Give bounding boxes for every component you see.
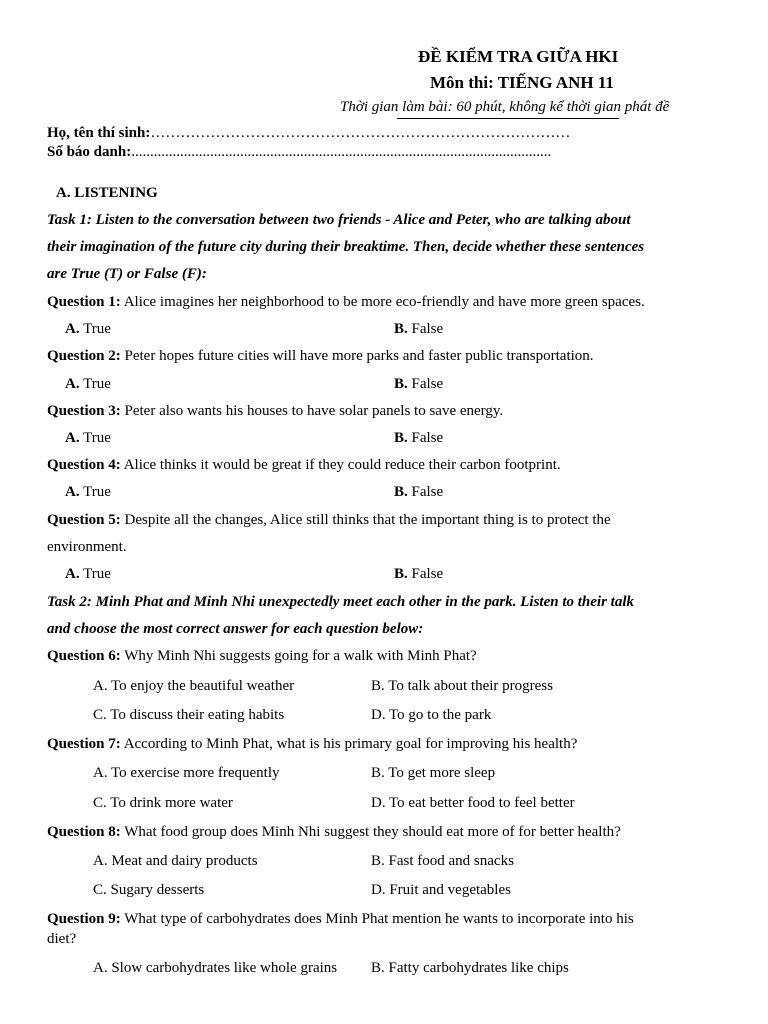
candidate-name-line — [47, 125, 570, 142]
option-b[interactable] — [394, 484, 443, 501]
question-text: Why Minh Nhi suggests going for a walk with Minh Phat? — [120, 648, 477, 664]
question-4 — [47, 457, 561, 474]
question-text: Alice thinks it would be great if they could reduce their carbon footprint. — [120, 457, 561, 473]
option-key: A. — [65, 376, 80, 392]
option-key: B. — [394, 484, 408, 500]
option-d[interactable]: D. To eat better food to feel better — [371, 795, 575, 811]
option-key: B. — [394, 321, 408, 337]
option-key: B. — [394, 566, 408, 582]
question-text: What food group does Minh Nhi suggest they should eat more of for better health? — [120, 824, 621, 840]
question-label: Question 3: — [47, 403, 121, 419]
option-a[interactable]: A. To enjoy the beautiful weather — [93, 678, 295, 694]
question-text: Despite all the changes, Alice still thinks that the important thing is to protect the — [120, 512, 611, 528]
option-text: False — [407, 376, 444, 392]
option-text: False — [407, 321, 444, 337]
exam-subject: Môn thi: TIẾNG ANH 11 — [430, 73, 614, 92]
option-b[interactable] — [394, 376, 443, 393]
option-text: True — [79, 376, 111, 392]
option-key: A. — [65, 430, 80, 446]
option-d[interactable]: D. To go to the park — [371, 707, 492, 723]
option-a[interactable] — [65, 566, 111, 583]
option-a[interactable] — [65, 484, 111, 501]
candidate-name-dots: ………………………………………………………………………… — [150, 125, 571, 141]
option-a[interactable]: A. To exercise more frequently — [93, 765, 280, 781]
option-key: A. — [65, 484, 80, 500]
question-label: Question 2: — [47, 348, 121, 364]
option-a[interactable] — [65, 376, 111, 393]
question-2 — [47, 348, 594, 365]
option-b[interactable]: B. To get more sleep — [371, 765, 496, 781]
question-label: Question 1: — [47, 294, 121, 310]
option-b[interactable]: B. To talk about their progress — [371, 678, 553, 694]
question-label: Question 8: — [47, 824, 121, 840]
section-heading-listening: A. LISTENING — [56, 185, 158, 201]
question-5 — [47, 512, 611, 529]
question-5-continuation: environment. — [47, 539, 127, 555]
exam-time-note: Thời gian làm bài: 60 phút, không kể thời gian phát đề — [340, 99, 670, 115]
question-text: Peter also wants his houses to have solar panels to save energy. — [120, 403, 504, 419]
task1-line-1: Task 1: Listen to the conversation between two friends - Alice and Peter, who are talking about — [47, 212, 631, 228]
task1-line-2: their imagination of the future city during their breaktime. Then, decide whether these sentences — [47, 239, 645, 255]
option-b[interactable] — [394, 430, 443, 447]
question-text: According to Minh Phat, what is his primary goal for improving his health? — [120, 736, 578, 752]
option-b[interactable] — [394, 566, 443, 583]
option-text: False — [407, 566, 444, 582]
question-9-continuation: diet? — [47, 931, 77, 947]
option-b[interactable] — [394, 321, 443, 338]
exam-title: ĐỀ KIỂM TRA GIỮA HKI — [418, 47, 619, 66]
option-text: True — [79, 430, 111, 446]
option-a[interactable]: A. Slow carbohydrates like whole grains — [93, 960, 338, 976]
question-3 — [47, 403, 503, 420]
option-c[interactable]: C. To drink more water — [93, 795, 233, 811]
option-b[interactable]: B. Fatty carbohydrates like chips — [371, 960, 569, 976]
question-label: Question 9: — [47, 911, 121, 927]
option-key: A. — [65, 321, 80, 337]
option-text: True — [79, 321, 111, 337]
option-d[interactable]: D. Fruit and vegetables — [371, 882, 511, 898]
task2-line-2: and choose the most correct answer for each question below: — [47, 621, 424, 637]
option-c[interactable]: C. Sugary desserts — [93, 882, 205, 898]
task1-line-3: are True (T) or False (F): — [47, 266, 207, 282]
option-text: False — [407, 430, 444, 446]
question-6 — [47, 648, 477, 665]
option-c[interactable]: C. To discuss their eating habits — [93, 707, 285, 723]
question-text: Alice imagines her neighborhood to be more eco-friendly and have more green spaces. — [120, 294, 645, 310]
question-label: Question 6: — [47, 648, 121, 664]
question-8 — [47, 824, 621, 841]
option-a[interactable] — [65, 321, 111, 338]
option-text: True — [79, 566, 111, 582]
candidate-id-label: Số báo danh: — [47, 144, 132, 160]
question-1 — [47, 294, 645, 311]
question-text: What type of carbohydrates does Minh Phat mention he wants to incorporate into his — [120, 911, 634, 927]
option-a[interactable]: A. Meat and dairy products — [93, 853, 258, 869]
option-a[interactable] — [65, 430, 111, 447]
question-7 — [47, 736, 577, 753]
question-text: Peter hopes future cities will have more parks and faster public transportation. — [120, 348, 594, 364]
option-text: True — [79, 484, 111, 500]
candidate-name-label: Họ, tên thí sinh: — [47, 125, 151, 141]
candidate-id-line — [47, 144, 551, 161]
option-b[interactable]: B. Fast food and snacks — [371, 853, 514, 869]
question-label: Question 7: — [47, 736, 121, 752]
header-divider — [397, 118, 619, 119]
question-label: Question 5: — [47, 512, 121, 528]
option-text: False — [407, 484, 444, 500]
candidate-id-dots: ................................................................................................................ — [131, 144, 552, 160]
option-key: B. — [394, 376, 408, 392]
question-9 — [47, 911, 634, 928]
option-key: B. — [394, 430, 408, 446]
task2-line-1: Task 2: Minh Phat and Minh Nhi unexpectedly meet each other in the park. Listen to their talk — [47, 594, 634, 610]
question-label: Question 4: — [47, 457, 121, 473]
option-key: A. — [65, 566, 80, 582]
